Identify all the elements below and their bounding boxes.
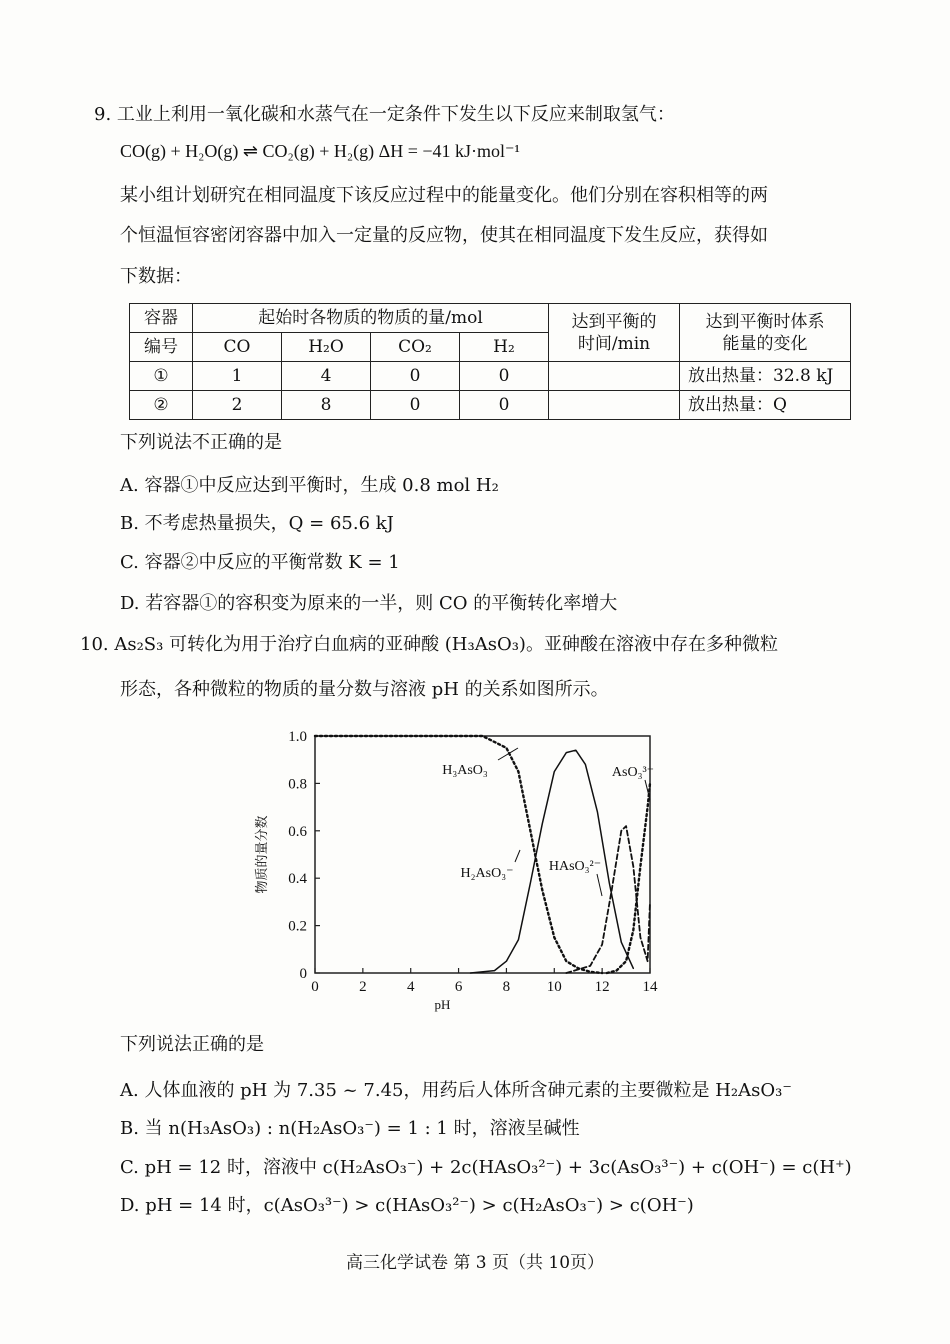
x-tick-label: 0 [311, 979, 319, 995]
curve-label: H₂AsO₃⁻ [460, 866, 514, 881]
q9-text-2: 个恒温恒容密闭容器中加入一定量的反应物，使其在相同温度下发生反应，获得如 [120, 225, 768, 246]
cell-co: 2 [193, 391, 282, 420]
curve-label: HAsO₃²⁻ [548, 859, 602, 874]
cell-co2: 0 [371, 362, 460, 391]
table-row [130, 362, 851, 391]
cell-co2: 0 [371, 391, 460, 420]
curve-label-leader [515, 850, 520, 862]
q9-equation: CO(g) + H₂O(g) ⇌ CO₂(g) + H₂(g) ΔH = −41 kJ·mol⁻¹ [120, 141, 520, 161]
curve-label: H₃AsO₃ [442, 763, 488, 778]
cell-energy: 放出热量：Q [680, 391, 851, 420]
cell-energy: 放出热量：32.8 kJ [680, 362, 851, 391]
x-axis-label: pH [434, 997, 451, 1012]
header-time: 达到平衡的 时间/min [549, 304, 680, 362]
q10-prompt: 下列说法正确的是 [120, 1034, 264, 1055]
cell-h2o: 8 [282, 391, 371, 420]
q9-option-d: D. 若容器①的容积变为原来的一半，则 CO 的平衡转化率增大 [120, 593, 618, 614]
x-tick-label: 6 [454, 979, 463, 995]
q10-option-b: B. 当 n(H₃AsO₃) : n(H₂AsO₃⁻) = 1 : 1 时，溶液呈碱性 [120, 1118, 580, 1139]
x-tick-label: 8 [502, 979, 511, 995]
row-id: ① [130, 362, 193, 391]
q9-option-b: B. 不考虑热量损失，Q = 65.6 kJ [120, 513, 394, 534]
speciation-chart [240, 716, 670, 1016]
y-axis-label: 物质的量分数 [255, 815, 270, 894]
cell-h2: 0 [460, 391, 549, 420]
q9-prompt: 下列说法不正确的是 [120, 432, 282, 453]
y-tick-label: 1.0 [288, 729, 307, 745]
x-tick-label: 12 [594, 979, 610, 995]
x-tick-label: 2 [359, 979, 367, 995]
y-tick-label: 0.6 [288, 823, 307, 840]
header-container-id: 编号 [130, 333, 193, 362]
cell-co: 1 [193, 362, 282, 391]
x-tick-label: 4 [406, 979, 415, 995]
col-h2: H₂ [460, 333, 549, 362]
x-tick-label: 14 [642, 979, 658, 995]
col-co: CO [193, 333, 282, 362]
q10-option-a: A. 人体血液的 pH 为 7.35 ~ 7.45，用药后人体所含砷元素的主要微粒是 H₂AsO₃⁻ [120, 1080, 792, 1101]
curve-label-leader [597, 874, 602, 896]
cell-h2: 0 [460, 362, 549, 391]
q9-data-table [129, 303, 851, 420]
cell-time [549, 391, 680, 420]
y-tick-label: 0.2 [288, 918, 307, 935]
q10-stem-1: 10. As₂S₃ 可转化为用于治疗白血病的亚砷酸 (H₃AsO₃)。亚砷酸在溶液中存在多种微粒 [80, 634, 778, 655]
q9-option-c: C. 容器②中反应的平衡常数 K = 1 [120, 552, 400, 573]
header-energy: 达到平衡时体系 能量的变化 [680, 304, 851, 362]
q9-option-a: A. 容器①中反应达到平衡时，生成 0.8 mol H₂ [120, 475, 499, 496]
q10-option-c: C. pH = 12 时，溶液中 c(H₂AsO₃⁻) + 2c(HAsO₃²⁻) + 3c(AsO₃³⁻) + c(OH⁻) = c(H⁺) [120, 1157, 852, 1178]
y-tick-label: 0 [299, 966, 307, 982]
header-initial: 起始时各物质的物质的量/mol [193, 304, 549, 333]
table-row [130, 391, 851, 420]
col-h2o: H₂O [282, 333, 371, 362]
y-tick-label: 0.8 [288, 776, 307, 793]
cell-h2o: 4 [282, 362, 371, 391]
q9-text-1: 某小组计划研究在相同温度下该反应过程中的能量变化。他们分别在容积相等的两 [120, 185, 768, 206]
q10-stem-2: 形态，各种微粒的物质的量分数与溶液 pH 的关系如图所示。 [120, 679, 609, 700]
y-tick-label: 0.4 [288, 871, 307, 888]
cell-time [549, 362, 680, 391]
row-id: ② [130, 391, 193, 420]
x-tick-label: 10 [546, 979, 562, 995]
q9-text-3: 下数据： [120, 266, 192, 287]
page-footer: 高三化学试卷 第 3 页（共 10页） [345, 1253, 605, 1273]
q9-stem: 9. 工业上利用一氧化碳和水蒸气在一定条件下发生以下反应来制取氢气： [94, 104, 675, 125]
curve-label: AsO₃³⁻ [611, 765, 655, 780]
col-co2: CO₂ [371, 333, 460, 362]
header-container: 容器 [130, 304, 193, 333]
q10-option-d: D. pH = 14 时，c(AsO₃³⁻) > c(HAsO₃²⁻) > c(H₂AsO₃⁻) > c(OH⁻) [120, 1195, 694, 1216]
